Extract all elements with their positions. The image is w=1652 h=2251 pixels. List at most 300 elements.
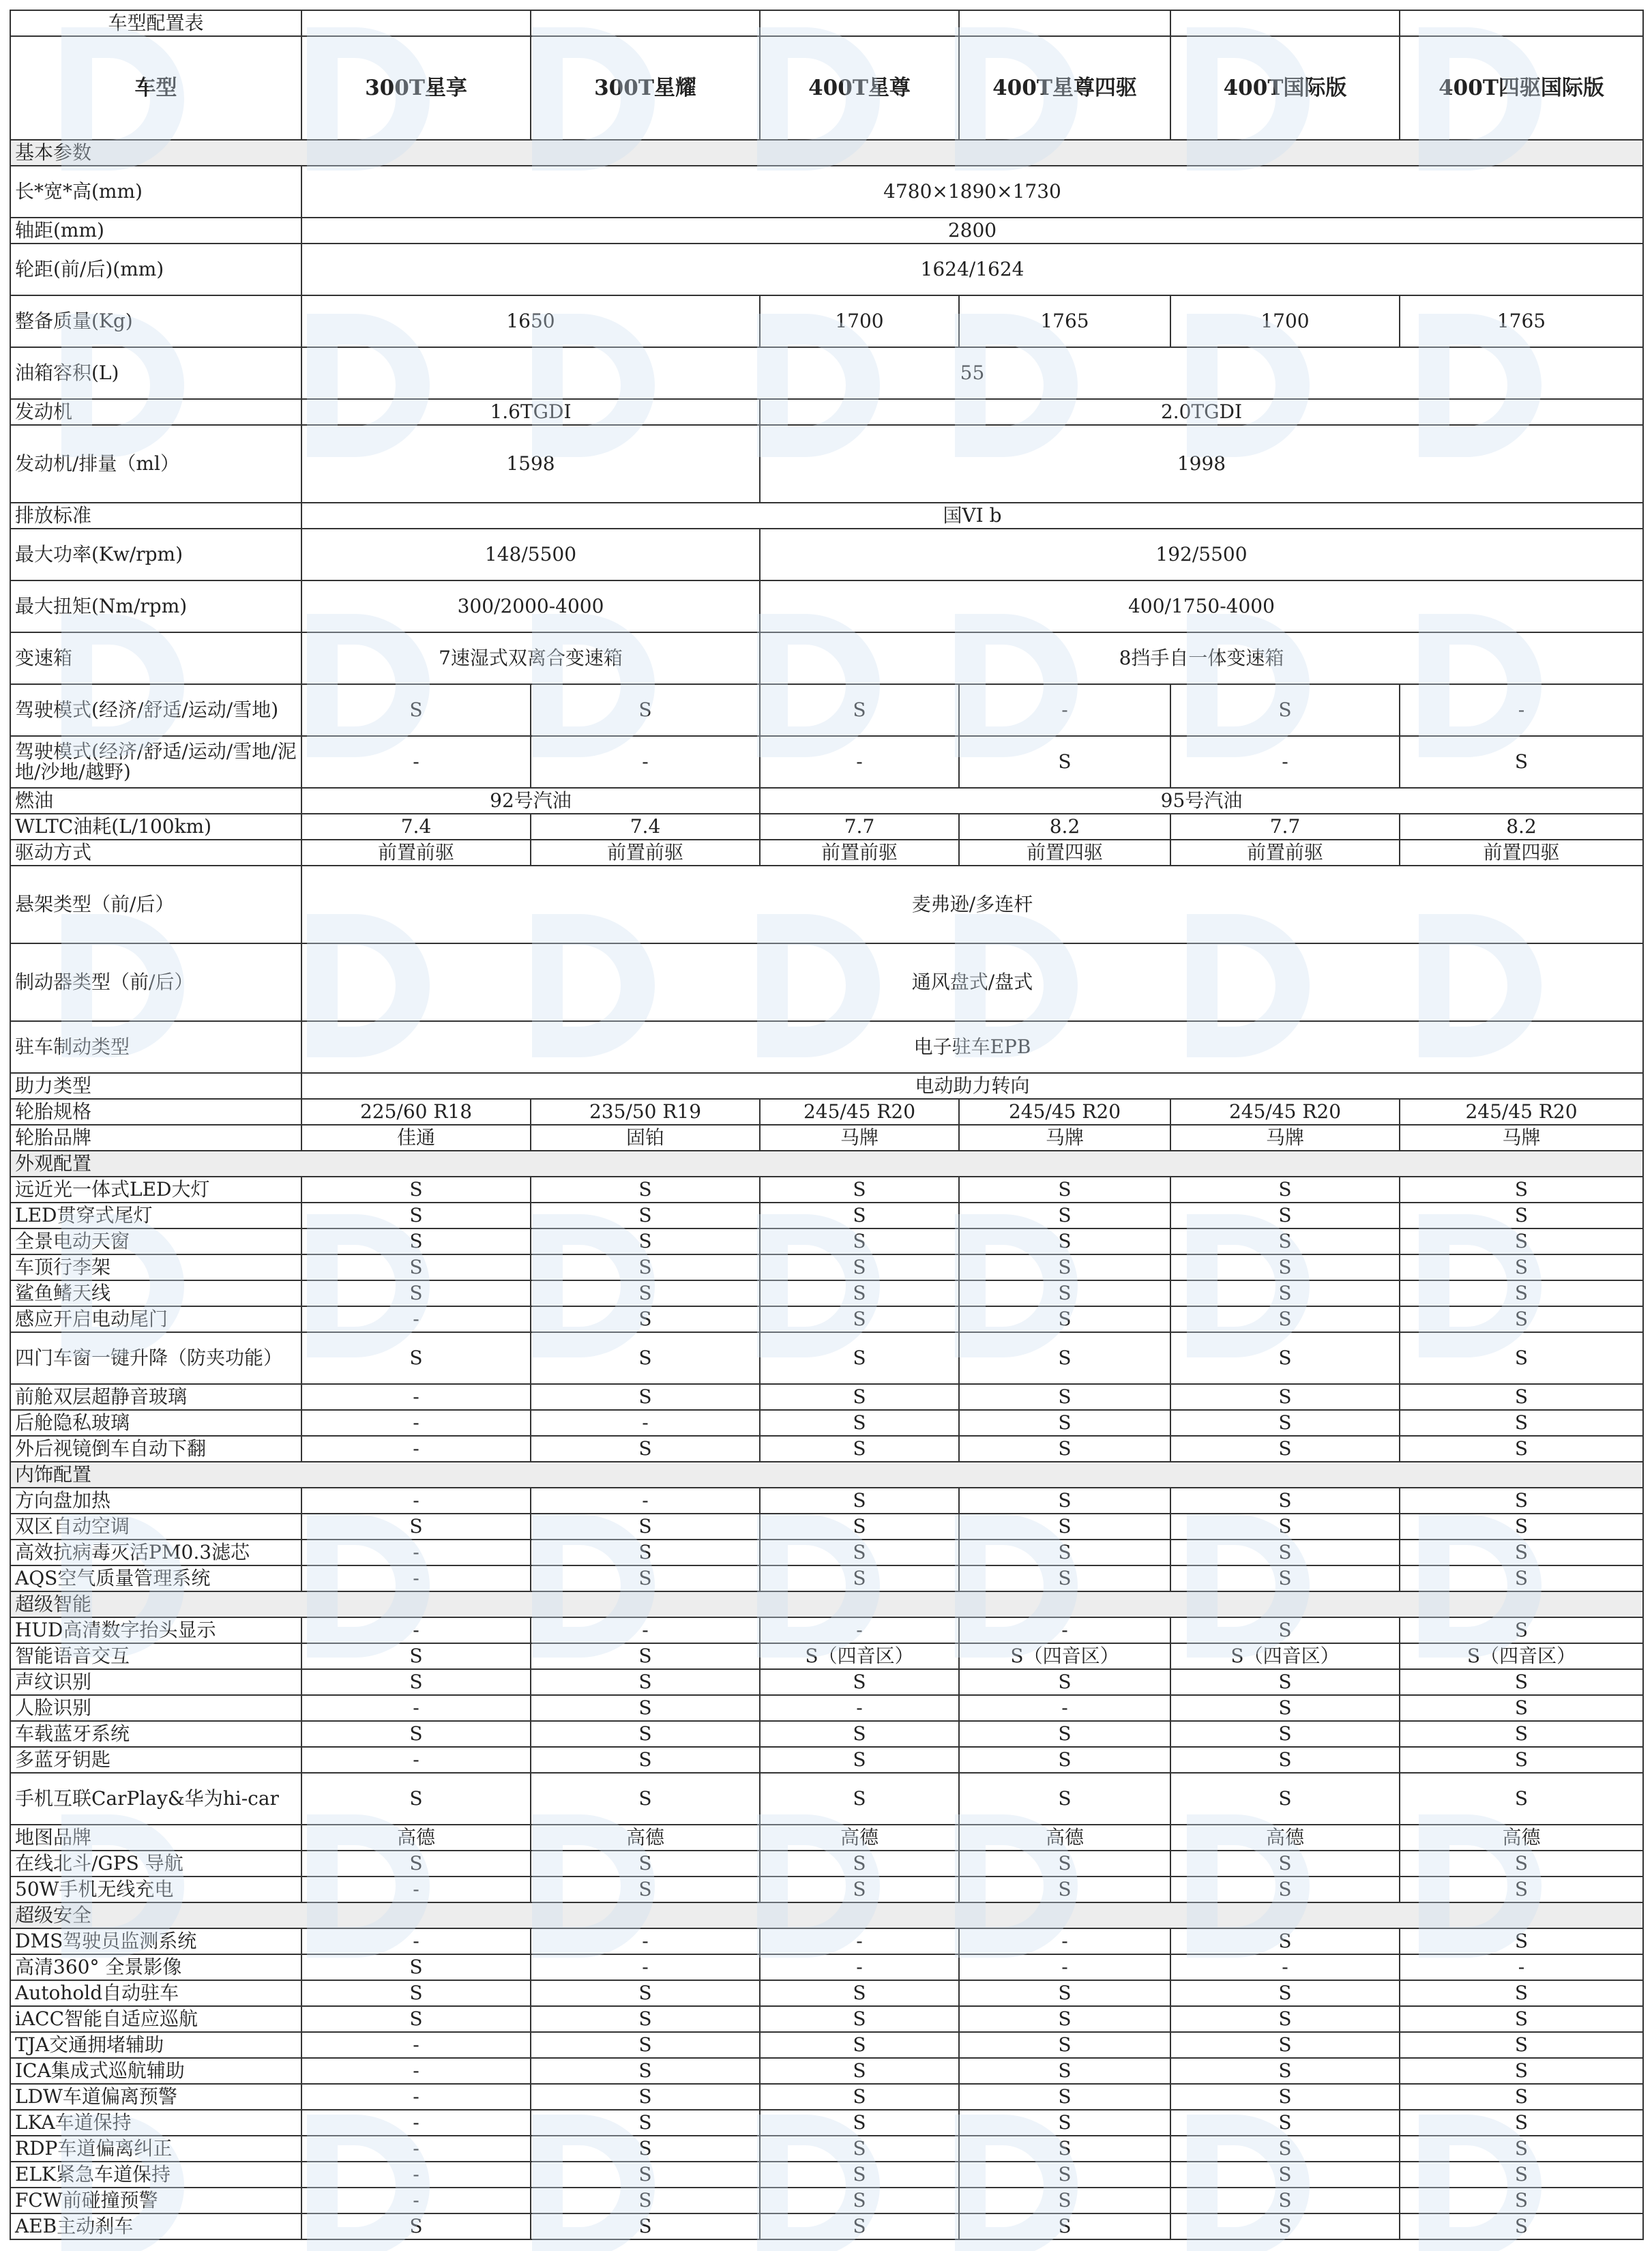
spec-value: S	[1400, 1254, 1643, 1280]
spec-row	[10, 1254, 1643, 1280]
spec-label: 助力类型	[10, 1073, 301, 1099]
spec-label: 整备质量(Kg)	[10, 295, 301, 347]
spec-value: S	[1170, 1177, 1400, 1203]
section-title: 内饰配置	[10, 1462, 1643, 1488]
spec-label: 高清360° 全景影像	[10, 1954, 301, 1980]
spec-value: -	[301, 1488, 531, 1514]
spec-value: S	[531, 2084, 760, 2110]
spec-value: S	[1170, 1436, 1400, 1462]
spec-value: S	[531, 1229, 760, 1254]
spec-value: 7.7	[1170, 814, 1400, 840]
spec-value: S	[1170, 1332, 1400, 1384]
spec-value: S	[531, 1851, 760, 1877]
spec-value: S	[959, 2162, 1170, 2188]
spec-row	[10, 399, 1643, 425]
spec-label: 声纹识别	[10, 1669, 301, 1695]
spec-value: 95号汽油	[760, 788, 1643, 814]
spec-label: LKA车道保持	[10, 2110, 301, 2136]
spec-value: S	[1400, 736, 1643, 788]
spec-value: -	[301, 1306, 531, 1332]
spec-value: S	[1400, 1540, 1643, 1565]
spec-value: S	[531, 1669, 760, 1695]
spec-value: S	[959, 2084, 1170, 2110]
blank-cell	[1400, 10, 1643, 36]
spec-value: -	[760, 1954, 959, 1980]
spec-value: 245/45 R20	[760, 1099, 959, 1125]
model-name: 300T星耀	[531, 36, 760, 140]
spec-value: S	[531, 1877, 760, 1902]
spec-row	[10, 1099, 1643, 1125]
spec-value: 55	[301, 347, 1643, 399]
spec-value: S	[1400, 1436, 1643, 1462]
spec-value: 电子驻车EPB	[301, 1021, 1643, 1073]
spec-row	[10, 2188, 1643, 2213]
spec-value: S	[1400, 1332, 1643, 1384]
spec-value: 马牌	[760, 1125, 959, 1151]
spec-label: DMS驾驶员监测系统	[10, 1928, 301, 1954]
spec-label: AQS空气质量管理系统	[10, 1565, 301, 1591]
spec-value: S	[1400, 2136, 1643, 2162]
spec-label: 发动机	[10, 399, 301, 425]
spec-row	[10, 736, 1643, 788]
spec-value: -	[531, 1928, 760, 1954]
spec-value: -	[760, 1928, 959, 1954]
spec-row	[10, 1721, 1643, 1747]
spec-value: S	[959, 1851, 1170, 1877]
spec-value: 前置前驱	[531, 840, 760, 866]
model-header-label: 车型	[10, 36, 301, 140]
spec-value: 马牌	[1170, 1125, 1400, 1151]
spec-value: S	[1170, 1280, 1400, 1306]
spec-value: 8.2	[959, 814, 1170, 840]
spec-value: 前置前驱	[301, 840, 531, 866]
spec-row	[10, 295, 1643, 347]
spec-row	[10, 1825, 1643, 1851]
spec-value: S	[760, 1306, 959, 1332]
spec-value: S	[1400, 1695, 1643, 1721]
spec-value: 1765	[959, 295, 1170, 347]
spec-row	[10, 866, 1643, 943]
spec-value: S	[1170, 2006, 1400, 2032]
spec-value: -	[531, 736, 760, 788]
spec-value: S	[531, 2058, 760, 2084]
spec-value: S	[1170, 1540, 1400, 1565]
blank-cell	[531, 10, 760, 36]
spec-row	[10, 943, 1643, 1021]
table-title: 车型配置表	[10, 10, 301, 36]
spec-value: 245/45 R20	[1170, 1099, 1400, 1125]
spec-label: TJA交通拥堵辅助	[10, 2032, 301, 2058]
spec-value: S	[760, 1851, 959, 1877]
spec-value: S（四音区）	[1170, 1643, 1400, 1669]
spec-value: 高德	[1170, 1825, 1400, 1851]
spec-value: S	[1400, 1306, 1643, 1332]
spec-value: S	[959, 1540, 1170, 1565]
spec-value: S	[301, 1980, 531, 2006]
spec-value: S	[1400, 1488, 1643, 1514]
spec-value: S	[959, 1514, 1170, 1540]
spec-value: S	[1400, 2006, 1643, 2032]
spec-label: 发动机/排量（ml）	[10, 425, 301, 503]
blank-cell	[959, 10, 1170, 36]
spec-label: 车载蓝牙系统	[10, 1721, 301, 1747]
section-title: 外观配置	[10, 1151, 1643, 1177]
spec-value: S	[301, 1229, 531, 1254]
spec-label: 油箱容积(L)	[10, 347, 301, 399]
spec-row	[10, 1280, 1643, 1306]
model-name: 400T星尊四驱	[959, 36, 1170, 140]
spec-value: 1650	[301, 295, 760, 347]
spec-value: S	[760, 1514, 959, 1540]
spec-row	[10, 1410, 1643, 1436]
spec-table	[10, 10, 1644, 2240]
spec-label: ELK紧急车道保持	[10, 2162, 301, 2188]
spec-value: S	[301, 1514, 531, 1540]
spec-label: 最大功率(Kw/rpm)	[10, 529, 301, 580]
spec-row	[10, 1384, 1643, 1410]
spec-value: S	[531, 1332, 760, 1384]
spec-label: HUD高清数字抬头显示	[10, 1617, 301, 1643]
spec-value: S	[531, 2006, 760, 2032]
spec-label: ICA集成式巡航辅助	[10, 2058, 301, 2084]
spec-label: 智能语音交互	[10, 1643, 301, 1669]
spec-value: S	[301, 2006, 531, 2032]
spec-row	[10, 2136, 1643, 2162]
spec-value: S	[301, 1851, 531, 1877]
spec-value: S	[1400, 2188, 1643, 2213]
spec-value: S	[1400, 1514, 1643, 1540]
spec-row	[10, 1565, 1643, 1591]
spec-value: S	[531, 1177, 760, 1203]
spec-value: S	[959, 1721, 1170, 1747]
spec-row	[10, 1954, 1643, 1980]
spec-value: -	[301, 1695, 531, 1721]
spec-value: S	[760, 1203, 959, 1229]
spec-value: S	[959, 1332, 1170, 1384]
spec-value: S（四音区）	[760, 1643, 959, 1669]
spec-value: S	[1170, 2213, 1400, 2239]
spec-value: 高德	[959, 1825, 1170, 1851]
spec-label: LDW车道偏离预警	[10, 2084, 301, 2110]
spec-value: S	[1170, 1877, 1400, 1902]
spec-value: S	[1170, 1229, 1400, 1254]
spec-value: -	[301, 1617, 531, 1643]
spec-value: 1998	[760, 425, 1643, 503]
spec-label: 驾驶模式(经济/舒适/运动/雪地)	[10, 684, 301, 736]
spec-value: 400/1750-4000	[760, 580, 1643, 632]
spec-value: S	[301, 1254, 531, 1280]
spec-label: 50W手机无线充电	[10, 1877, 301, 1902]
spec-value: 高德	[531, 1825, 760, 1851]
spec-label: Autohold自动驻车	[10, 1980, 301, 2006]
spec-label: 排放标准	[10, 503, 301, 529]
spec-value: S	[1170, 1773, 1400, 1825]
spec-value: 高德	[1400, 1825, 1643, 1851]
spec-value: S	[959, 2136, 1170, 2162]
spec-value: 马牌	[959, 1125, 1170, 1151]
spec-value: 国VI b	[301, 503, 1643, 529]
spec-value: S	[531, 1540, 760, 1565]
spec-value: -	[959, 1695, 1170, 1721]
spec-value: S	[959, 1436, 1170, 1462]
spec-value: -	[301, 1436, 531, 1462]
spec-value: S	[531, 1306, 760, 1332]
spec-value: -	[301, 2188, 531, 2213]
spec-label: 轴距(mm)	[10, 218, 301, 244]
spec-value: -	[760, 736, 959, 788]
spec-value: S	[1400, 2032, 1643, 2058]
spec-value: S	[1400, 1229, 1643, 1254]
spec-label: 远近光一体式LED大灯	[10, 1177, 301, 1203]
spec-value: -	[1400, 684, 1643, 736]
spec-value: S	[531, 1254, 760, 1280]
table-title-row	[10, 10, 1643, 36]
spec-row	[10, 2006, 1643, 2032]
spec-value: -	[531, 1617, 760, 1643]
spec-value: -	[959, 1617, 1170, 1643]
spec-value: -	[959, 1928, 1170, 1954]
spec-value: -	[301, 2110, 531, 2136]
section-header-row	[10, 1151, 1643, 1177]
spec-value: -	[531, 1410, 760, 1436]
spec-value: 192/5500	[760, 529, 1643, 580]
spec-value: 300/2000-4000	[301, 580, 760, 632]
spec-value: S	[1170, 1851, 1400, 1877]
spec-row	[10, 1073, 1643, 1099]
spec-label: RDP车道偏离纠正	[10, 2136, 301, 2162]
spec-value: 1765	[1400, 295, 1643, 347]
spec-value: S	[959, 1254, 1170, 1280]
spec-row	[10, 1695, 1643, 1721]
spec-value: S	[760, 2032, 959, 2058]
spec-label: 前舱双层超静音玻璃	[10, 1384, 301, 1410]
spec-value: 1700	[760, 295, 959, 347]
spec-row	[10, 632, 1643, 684]
spec-label: 悬架类型（前/后）	[10, 866, 301, 943]
spec-value: S	[760, 1669, 959, 1695]
spec-row	[10, 684, 1643, 736]
spec-value: S	[959, 1229, 1170, 1254]
spec-value: S	[531, 1203, 760, 1229]
spec-row	[10, 1203, 1643, 1229]
spec-row	[10, 814, 1643, 840]
spec-value: S	[301, 2213, 531, 2239]
spec-value: S	[760, 1436, 959, 1462]
spec-label: 人脸识别	[10, 1695, 301, 1721]
spec-value: S	[959, 2213, 1170, 2239]
spec-row	[10, 1306, 1643, 1332]
spec-row	[10, 2032, 1643, 2058]
spec-value: S	[1170, 1514, 1400, 1540]
spec-row	[10, 529, 1643, 580]
spec-row	[10, 244, 1643, 295]
spec-value: S	[1170, 1203, 1400, 1229]
spec-value: S	[760, 1773, 959, 1825]
spec-value: S	[1170, 1669, 1400, 1695]
spec-value: S	[531, 1384, 760, 1410]
spec-value: S	[760, 2110, 959, 2136]
spec-value: -	[1170, 1954, 1400, 1980]
spec-value: S	[1170, 684, 1400, 736]
spec-value: S	[1400, 1721, 1643, 1747]
spec-value: 2.0TGDI	[760, 399, 1643, 425]
spec-label: 全景电动天窗	[10, 1229, 301, 1254]
model-name: 400T星尊	[760, 36, 959, 140]
spec-value: S	[531, 2188, 760, 2213]
spec-label: 高效抗病毒灭活PM0.3滤芯	[10, 1540, 301, 1565]
spec-value: S	[301, 1643, 531, 1669]
spec-value: S	[1170, 2032, 1400, 2058]
spec-row	[10, 2213, 1643, 2239]
spec-value: S	[760, 2162, 959, 2188]
spec-value: S	[301, 1332, 531, 1384]
spec-value: S	[1170, 1695, 1400, 1721]
spec-row	[10, 2058, 1643, 2084]
spec-value: 7.4	[301, 814, 531, 840]
spec-value: S	[760, 1177, 959, 1203]
spec-value: S	[1170, 1410, 1400, 1436]
section-header-row	[10, 1462, 1643, 1488]
spec-value: S	[760, 684, 959, 736]
spec-value: S	[760, 1254, 959, 1280]
spec-label: 轮胎品牌	[10, 1125, 301, 1151]
section-title: 超级安全	[10, 1902, 1643, 1928]
spec-value: S	[959, 2058, 1170, 2084]
spec-label: 驱动方式	[10, 840, 301, 866]
spec-row	[10, 1773, 1643, 1825]
spec-value: S	[531, 1643, 760, 1669]
spec-row	[10, 1643, 1643, 1669]
blank-cell	[760, 10, 959, 36]
spec-value: S	[1170, 1721, 1400, 1747]
spec-label: 驻车制动类型	[10, 1021, 301, 1073]
spec-value: S	[760, 2188, 959, 2213]
spec-value: S	[959, 1280, 1170, 1306]
spec-label: 在线北斗/GPS 导航	[10, 1851, 301, 1877]
spec-value: S	[1400, 1565, 1643, 1591]
spec-value: S	[531, 1747, 760, 1773]
spec-value: S	[760, 1384, 959, 1410]
spec-row	[10, 218, 1643, 244]
spec-value: 2800	[301, 218, 1643, 244]
spec-value: S	[1400, 1980, 1643, 2006]
spec-row	[10, 1877, 1643, 1902]
spec-label: 多蓝牙钥匙	[10, 1747, 301, 1773]
spec-value: -	[301, 2058, 531, 2084]
spec-value: -	[301, 1565, 531, 1591]
spec-value: 92号汽油	[301, 788, 760, 814]
spec-value: S	[760, 1565, 959, 1591]
spec-value: S	[531, 1514, 760, 1540]
spec-row	[10, 1747, 1643, 1773]
spec-value: -	[301, 1928, 531, 1954]
spec-value: 1624/1624	[301, 244, 1643, 295]
spec-value: S	[1170, 1928, 1400, 1954]
spec-value: S	[531, 1773, 760, 1825]
spec-value: S	[959, 1384, 1170, 1410]
spec-value: S	[301, 1177, 531, 1203]
blank-cell	[1170, 10, 1400, 36]
spec-value: 前置四驱	[959, 840, 1170, 866]
spec-value: S（四音区）	[1400, 1643, 1643, 1669]
spec-label: 燃油	[10, 788, 301, 814]
spec-label: AEB主动刹车	[10, 2213, 301, 2239]
spec-value: S	[531, 1980, 760, 2006]
spec-value: S	[1170, 2110, 1400, 2136]
spec-value: S	[760, 1747, 959, 1773]
spec-label: 长*宽*高(mm)	[10, 166, 301, 218]
spec-value: 8.2	[1400, 814, 1643, 840]
spec-value: S	[760, 2136, 959, 2162]
spec-value: S	[1170, 1306, 1400, 1332]
spec-value: S	[959, 2110, 1170, 2136]
model-name: 400T国际版	[1170, 36, 1400, 140]
spec-value: -	[301, 736, 531, 788]
spec-value: 前置前驱	[760, 840, 959, 866]
section-header-row	[10, 1591, 1643, 1617]
spec-row	[10, 1851, 1643, 1877]
spec-value: S	[301, 684, 531, 736]
spec-label: 后舱隐私玻璃	[10, 1410, 301, 1436]
spec-value: S	[1400, 2084, 1643, 2110]
spec-value: S	[959, 1488, 1170, 1514]
spec-value: S	[301, 1203, 531, 1229]
spec-value: S	[959, 1773, 1170, 1825]
spec-value: S	[760, 1488, 959, 1514]
spec-row	[10, 347, 1643, 399]
spec-value: S	[531, 2136, 760, 2162]
spec-value: S	[1400, 1410, 1643, 1436]
spec-value: 8挡手自一体变速箱	[760, 632, 1643, 684]
spec-value: S	[1170, 2136, 1400, 2162]
spec-value: -	[301, 2032, 531, 2058]
section-title: 基本参数	[10, 140, 1643, 166]
spec-value: -	[1170, 736, 1400, 788]
spec-value: S	[1400, 1747, 1643, 1773]
spec-value: 前置前驱	[1170, 840, 1400, 866]
spec-value: 235/50 R19	[531, 1099, 760, 1125]
spec-value: 电动助力转向	[301, 1073, 1643, 1099]
spec-row	[10, 1436, 1643, 1462]
spec-value: S	[301, 1773, 531, 1825]
spec-value: S	[959, 1177, 1170, 1203]
spec-value: -	[1400, 1954, 1643, 1980]
spec-value: S	[1170, 1254, 1400, 1280]
spec-value: 1700	[1170, 295, 1400, 347]
spec-label: 鲨鱼鳍天线	[10, 1280, 301, 1306]
spec-label: 手机互联CarPlay&华为hi-car	[10, 1773, 301, 1825]
spec-label: LED贯穿式尾灯	[10, 1203, 301, 1229]
spec-value: S	[760, 1980, 959, 2006]
spec-value: 245/45 R20	[959, 1099, 1170, 1125]
spec-value: S	[959, 1747, 1170, 1773]
spec-value: 225/60 R18	[301, 1099, 531, 1125]
spec-value: -	[301, 1747, 531, 1773]
spec-value: -	[301, 2162, 531, 2188]
spec-value: S	[959, 2188, 1170, 2213]
spec-value: S	[301, 1721, 531, 1747]
spec-value: 马牌	[1400, 1125, 1643, 1151]
spec-value: S	[959, 1565, 1170, 1591]
spec-value: S	[760, 2084, 959, 2110]
spec-value: S	[1170, 1488, 1400, 1514]
spec-value: 1.6TGDI	[301, 399, 760, 425]
spec-value: -	[301, 1384, 531, 1410]
spec-value: S	[531, 684, 760, 736]
spec-value: S	[1400, 1669, 1643, 1695]
spec-value: S	[531, 2213, 760, 2239]
spec-value: 前置四驱	[1400, 840, 1643, 866]
